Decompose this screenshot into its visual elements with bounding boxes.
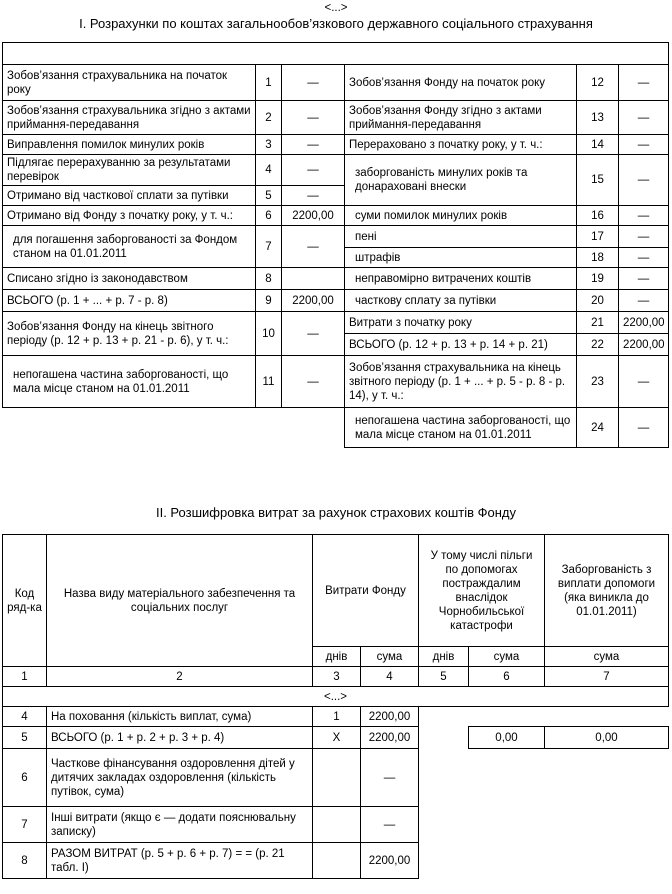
- row-name: Часткове фінансування оздоровлення дітей у дитячих закладах оздоровлення (кількість путівок, сума): [47, 749, 313, 807]
- section2-ellipsis: <...>: [3, 687, 669, 707]
- col-number: 4: [361, 667, 419, 687]
- right-row-label: суми помилок минулих років: [345, 206, 577, 226]
- row-name: Інші витрати (якщо є — додати пояснювальну записку): [47, 807, 313, 843]
- left-row-code: 4: [256, 155, 282, 186]
- left-row-code: 9: [256, 290, 282, 312]
- left-row-label: непогашена частина заборгованості, що мала місце станом на 01.01.2011: [3, 356, 256, 408]
- right-row-value: —: [619, 226, 669, 248]
- right-row-label: Зобов’язання Фонду згідно з актами приймання-передавання: [345, 101, 577, 135]
- left-row-label: Виправлення помилок минулих років: [3, 135, 256, 155]
- row-name: ВСЬОГО (р. 1 + р. 2 + р. 3 + р. 4): [47, 727, 313, 749]
- left-row-code: 3: [256, 135, 282, 155]
- right-row-label: часткову сплату за путівки: [345, 290, 577, 312]
- right-row-label: Зобов’язання Фонду на початок року: [345, 65, 577, 101]
- row-sum: —: [361, 749, 419, 807]
- header-fund-costs: Витрати Фонду: [313, 535, 419, 647]
- section1-header-blank: [3, 43, 669, 65]
- header-sum3: сума: [545, 647, 669, 667]
- left-row-code: 8: [256, 268, 282, 290]
- right-row-value: —: [619, 65, 669, 101]
- right-row-label: ВСЬОГО (р. 12 + р. 13 + р. 14 + р. 21): [345, 334, 577, 356]
- left-row-label: Списано згідно із законодавством: [3, 268, 256, 290]
- header-days2: днів: [419, 647, 469, 667]
- section1-title: I. Розрахунки по коштах загальнообов’язкового державного соціального страхування: [79, 16, 593, 31]
- left-row-code: 5: [256, 186, 282, 206]
- row-empty: [419, 707, 669, 727]
- row-sum: —: [361, 807, 419, 843]
- table-row: [3, 268, 669, 290]
- left-row-label: Отримано від часткової сплати за путівки: [3, 186, 256, 206]
- right-row-value: —: [619, 101, 669, 135]
- row-days: Х: [313, 727, 361, 749]
- table-row: [3, 65, 669, 101]
- row-days: [313, 749, 361, 807]
- empty-cell: [3, 408, 345, 448]
- col-number: 1: [3, 667, 47, 687]
- header-days: днів: [313, 647, 361, 667]
- left-row-value: —: [282, 65, 345, 101]
- header-sum2: сума: [469, 647, 545, 667]
- table-row: [3, 101, 669, 135]
- row-sum3: 0,00: [545, 727, 669, 749]
- left-row-value: —: [282, 356, 345, 408]
- table-row: [3, 206, 669, 226]
- right-row-value: —: [619, 155, 669, 206]
- table-row: [3, 807, 669, 843]
- right-row-label: непогашена частина заборгованості, що мала місце станом на 01.01.2011: [345, 408, 577, 448]
- header-sum: сума: [361, 647, 419, 667]
- left-row-label: ВСЬОГО (р. 1 + ... + р. 7 - р. 8): [3, 290, 256, 312]
- left-row-code: 6: [256, 206, 282, 226]
- table-row: [3, 135, 669, 155]
- row-empty: [419, 807, 669, 843]
- left-row-label: Зобов’язання страхувальника на початок року: [3, 65, 256, 101]
- row-code: 7: [3, 807, 47, 843]
- right-row-label: Перераховано з початку року, у т. ч.:: [345, 135, 577, 155]
- row-name: РАЗОМ ВИТРАТ (р. 5 + р. 6 + р. 7) = = (р. 21 табл. І): [47, 843, 313, 879]
- right-row-code: 18: [577, 248, 619, 268]
- row-code: 6: [3, 749, 47, 807]
- row-sum: 2200,00: [361, 727, 419, 749]
- col-number: 3: [313, 667, 361, 687]
- table-row: [3, 312, 669, 334]
- right-row-code: 17: [577, 226, 619, 248]
- right-row-value: —: [619, 290, 669, 312]
- table-row: [3, 749, 669, 807]
- right-row-label: пені: [345, 226, 577, 248]
- row-sum: 2200,00: [361, 843, 419, 879]
- right-row-value: —: [619, 135, 669, 155]
- table-row: [3, 707, 669, 727]
- left-row-value: —: [282, 226, 345, 268]
- right-row-label: штрафів: [345, 248, 577, 268]
- left-row-value: 2200,00: [282, 290, 345, 312]
- right-row-code: 15: [577, 155, 619, 206]
- right-row-code: 24: [577, 408, 619, 448]
- left-row-label: Зобов’язання Фонду на кінець звітного періоду (р. 12 + р. 13 + р. 21 - р. 6), у т. ч.:: [3, 312, 256, 356]
- right-row-code: 23: [577, 356, 619, 408]
- row-code: 4: [3, 707, 47, 727]
- header-name: Назва виду матеріального забезпечення та соціальних послуг: [47, 535, 313, 667]
- right-row-label: неправомірно витрачених коштів: [345, 268, 577, 290]
- section2-table: [2, 534, 669, 879]
- right-row-value: —: [619, 356, 669, 408]
- right-row-value: —: [619, 206, 669, 226]
- row-sum: 2200,00: [361, 707, 419, 727]
- row-empty: [419, 727, 469, 749]
- right-row-label: Витрати з початку року: [345, 312, 577, 334]
- table-row: [3, 290, 669, 312]
- right-row-code: 22: [577, 334, 619, 356]
- right-row-code: 19: [577, 268, 619, 290]
- left-row-code: 7: [256, 226, 282, 268]
- section1-table: [2, 42, 669, 448]
- right-row-code: 14: [577, 135, 619, 155]
- col-number: 2: [47, 667, 313, 687]
- col-number: 6: [469, 667, 545, 687]
- table-row: [3, 356, 669, 408]
- right-row-value: —: [619, 248, 669, 268]
- right-row-value: —: [619, 268, 669, 290]
- right-row-code: 12: [577, 65, 619, 101]
- header-benefits: У тому числі пільги по допомогах постраждалим внаслідок Чорнобильської катастрофи: [419, 535, 545, 647]
- right-row-code: 13: [577, 101, 619, 135]
- row-code: 8: [3, 843, 47, 879]
- right-row-code: 16: [577, 206, 619, 226]
- left-row-label: Підлягає перерахуванню за результатами перевірок: [3, 155, 256, 186]
- left-row-code: 1: [256, 65, 282, 101]
- table-row: [3, 843, 669, 879]
- row-empty: [419, 843, 669, 879]
- left-row-value: —: [282, 135, 345, 155]
- table-row: [3, 727, 669, 749]
- row-sum2: 0,00: [469, 727, 545, 749]
- left-row-label: Отримано від Фонду з початку року, у т. ч.:: [3, 206, 256, 226]
- left-row-code: 10: [256, 312, 282, 356]
- left-row-code: 11: [256, 356, 282, 408]
- right-row-code: 21: [577, 312, 619, 334]
- right-row-value: 2200,00: [619, 334, 669, 356]
- left-row-value: 2200,00: [282, 206, 345, 226]
- right-row-value: —: [619, 408, 669, 448]
- table-row: [3, 408, 669, 448]
- row-days: [313, 807, 361, 843]
- right-row-value: 2200,00: [619, 312, 669, 334]
- top-ellipsis: <...>: [324, 2, 348, 14]
- left-row-value: —: [282, 312, 345, 356]
- row-empty: [419, 749, 669, 807]
- right-row-label: Зобов’язання страхувальника на кінець звітного періоду (р. 1 + ... + р. 5 - р. 8 - р. 14), у т. ч.:: [345, 356, 577, 408]
- left-row-label: для погашення заборгованості за Фондом станом на 01.01.2011: [3, 226, 256, 268]
- left-row-label: Зобов’язання страхувальника згідно з актами приймання-передавання: [3, 101, 256, 135]
- row-days: 1: [313, 707, 361, 727]
- column-numbers-row: [3, 667, 669, 687]
- header-debt: Заборгованість з виплати допомоги (яка виникла до 01.01.2011): [545, 535, 669, 647]
- left-row-value: [282, 268, 345, 290]
- col-number: 5: [419, 667, 469, 687]
- left-row-value: —: [282, 101, 345, 135]
- header-code: Код ряд-ка: [3, 535, 47, 667]
- row-days: [313, 843, 361, 879]
- left-row-value: —: [282, 186, 345, 206]
- right-row-label: заборгованість минулих років та донараховані внески: [345, 155, 577, 206]
- row-code: 5: [3, 727, 47, 749]
- right-row-code: 20: [577, 290, 619, 312]
- table-row: [3, 155, 669, 186]
- col-number: 7: [545, 667, 669, 687]
- table-row: [3, 226, 669, 248]
- row-name: На поховання (кількість виплат, сума): [47, 707, 313, 727]
- section2-title: II. Розшифровка витрат за рахунок страхових коштів Фонду: [155, 505, 516, 520]
- left-row-value: —: [282, 155, 345, 186]
- left-row-code: 2: [256, 101, 282, 135]
